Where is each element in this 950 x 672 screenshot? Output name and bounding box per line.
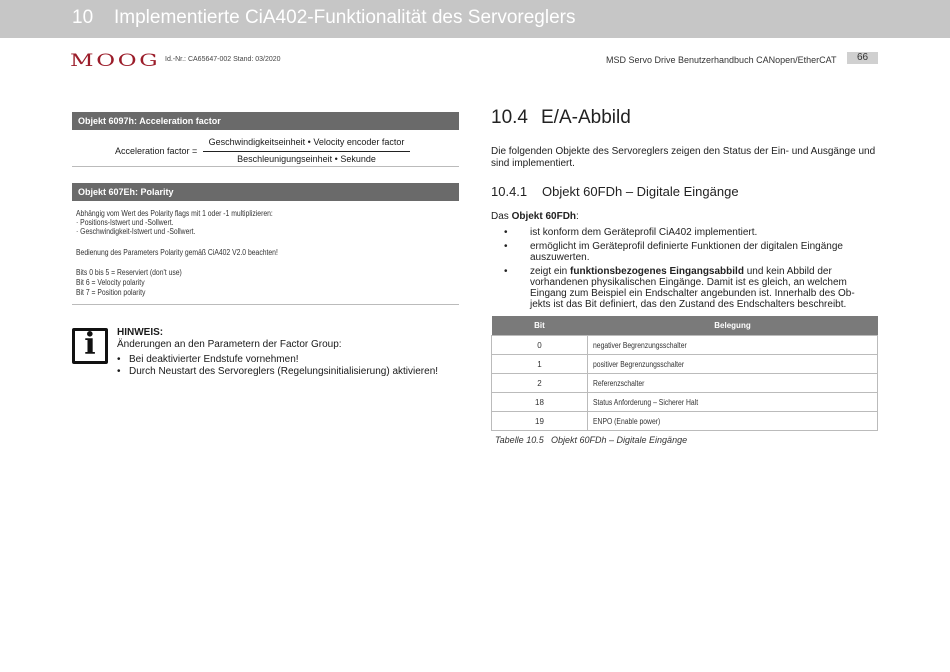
subsection-title: Objekt 60FDh – Digitale Eingänge: [542, 184, 739, 199]
bullet-text: ist konform dem Geräteprofil CiA402 implementiert.: [530, 227, 758, 238]
note-item: • Bei deaktivierter Endstufe vornehmen!: [117, 354, 299, 365]
info-icon: i: [72, 328, 108, 364]
formula-denominator: Beschleunigungseinheit • Sekunde: [237, 154, 376, 164]
section-heading: [491, 107, 631, 129]
table-row: [492, 412, 878, 431]
chapter-header-bar: [0, 0, 950, 38]
note-text: Änderungen an den Parametern der Factor Group:: [117, 339, 342, 350]
table-row: [492, 393, 878, 412]
object-6097h-title: Objekt 6097h: Acceleration factor: [72, 112, 459, 130]
manual-title: MSD Servo Drive Benutzerhandbuch CANopen/EtherCAT: [606, 55, 837, 65]
table-caption: Tabelle 10.5 Objekt 60FDh – Digitale Eingänge: [495, 435, 688, 445]
polarity-text: Bedienung des Parameters Polarity gemäß CiA402 V2.0 beachten!: [76, 248, 278, 257]
divider: [72, 304, 459, 305]
subsection-heading: [491, 184, 739, 199]
formula-label: Acceleration factor =: [115, 146, 198, 156]
assignment-cell: Referenzschalter: [593, 378, 645, 388]
intro-paragraph: Die folgenden Objekte des Servoreglers zeigen den Status der Ein- und Ausgänge und: [491, 146, 876, 157]
chapter-title: Implementierte CiA402-Funktionalität des Servoreglers: [114, 7, 576, 28]
subsection-number: 10.4.1: [491, 184, 528, 199]
moog-logo: MOOG: [70, 51, 161, 71]
note-title: HINWEIS:: [117, 327, 164, 338]
divider: [72, 166, 459, 167]
fraction-line: [203, 151, 410, 152]
note-item-text: Durch Neustart des Servoreglers (Regelungsinitialisierung) aktivieren!: [129, 366, 439, 377]
bit-assignment-table: [491, 316, 878, 431]
assignment-cell: Status Anforderung – Sicherer Halt: [593, 397, 699, 407]
bullet-text: zeigt ein funktionsbezogenes Eingangsabbild und kein Abbild der vorhandenen physikalischen Eingänge. Damit ist es gleich, an welchem Eingang zum Beispiel ein Endschalter angebunden ist. Innerhalb des Ob- jekts ist das Bit definiert, das den Zustand des Endschalters beschreibt.: [530, 266, 855, 310]
page-number: 66: [847, 52, 878, 64]
bit-cell: 1: [492, 355, 588, 374]
table-row: [492, 374, 878, 393]
bit-cell: 18: [492, 393, 588, 412]
column-header-bit: Bit: [492, 316, 588, 336]
table-row: [492, 336, 878, 355]
formula-numerator: Geschwindigkeitseinheit • Velocity encoder factor: [208, 137, 405, 147]
polarity-text: Bits 0 bis 5 = Reserviert (don't use): [76, 268, 182, 277]
assignment-cell: positiver Begrenzungsschalter: [593, 359, 685, 369]
section-title: E/A-Abbild: [541, 107, 631, 128]
polarity-text: Bit 7 = Position polarity: [76, 288, 146, 297]
polarity-text: · Positions-Istwert und -Sollwert.: [76, 218, 174, 227]
polarity-text: Bit 6 = Velocity polarity: [76, 278, 145, 287]
note-item-text: Bei deaktivierter Endstufe vornehmen!: [129, 354, 299, 365]
column-header-belegung: Belegung: [588, 316, 878, 336]
bit-cell: 19: [492, 412, 588, 431]
intro-paragraph: sind implementiert.: [491, 158, 575, 169]
table-header-row: [492, 316, 878, 336]
document-id: Id.-Nr.: CA65647-002 Stand: 03/2020: [165, 56, 281, 63]
object-607eh-title: Objekt 607Eh: Polarity: [72, 183, 459, 201]
bit-cell: 0: [492, 336, 588, 355]
bit-cell: 2: [492, 374, 588, 393]
section-number: 10.4: [491, 107, 528, 128]
note-item: • Durch Neustart des Servoreglers (Regelungsinitialisierung) aktivieren!: [117, 366, 439, 377]
polarity-text: · Geschwindigkeit-Istwert und -Sollwert.: [76, 227, 196, 236]
das-objekt-line: Das Objekt 60FDh:: [491, 211, 579, 222]
table-row: [492, 355, 878, 374]
assignment-cell: negativer Begrenzungsschalter: [593, 340, 687, 350]
bullet-text: ermöglicht im Geräteprofil definierte Funktionen der digitalen Eingänge auszuwerten.: [530, 241, 843, 263]
chapter-number: 10: [72, 7, 94, 28]
assignment-cell: ENPO (Enable power): [593, 416, 661, 426]
polarity-text: Abhängig vom Wert des Polarity flags mit 1 oder -1 multiplizieren:: [76, 209, 273, 218]
